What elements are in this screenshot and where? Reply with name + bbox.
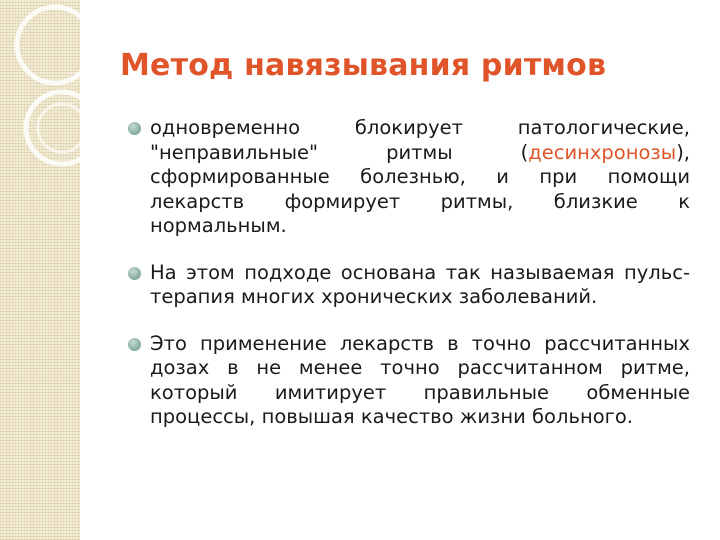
bullet-item-3 — [128, 332, 690, 430]
bullet-1-highlight: десинхронозы — [528, 140, 677, 164]
bullet-item-1 — [128, 116, 690, 239]
bullet-1-text-after: ), сформированные болезнью, и при помощи лекарств формирует ритмы, близкие к нормальным. — [150, 140, 690, 237]
bullet-list — [128, 116, 690, 452]
bullet-marker-icon — [128, 267, 141, 280]
decorative-circles-graphic — [0, 0, 80, 540]
slide-title: Метод навязывания ритмов — [120, 48, 607, 83]
bullet-3-text: Это применение лекарств в точно рассчитанных дозах в не менее точно рассчитанном ритме, который имитирует правильные обменные процессы, повышая качество жизни больного. — [150, 331, 690, 428]
bullet-item-2 — [128, 261, 690, 310]
decorative-side-band — [0, 0, 80, 540]
bullet-marker-icon — [128, 338, 141, 351]
bullet-2-text: На этом подходе основана так называемая пульс-терапия многих хронических заболеваний. — [150, 260, 690, 308]
bullet-1-text-before: одновременно блокирует патологические, "неправильные" ритмы ( — [150, 116, 690, 164]
bullet-marker-icon — [128, 122, 141, 135]
